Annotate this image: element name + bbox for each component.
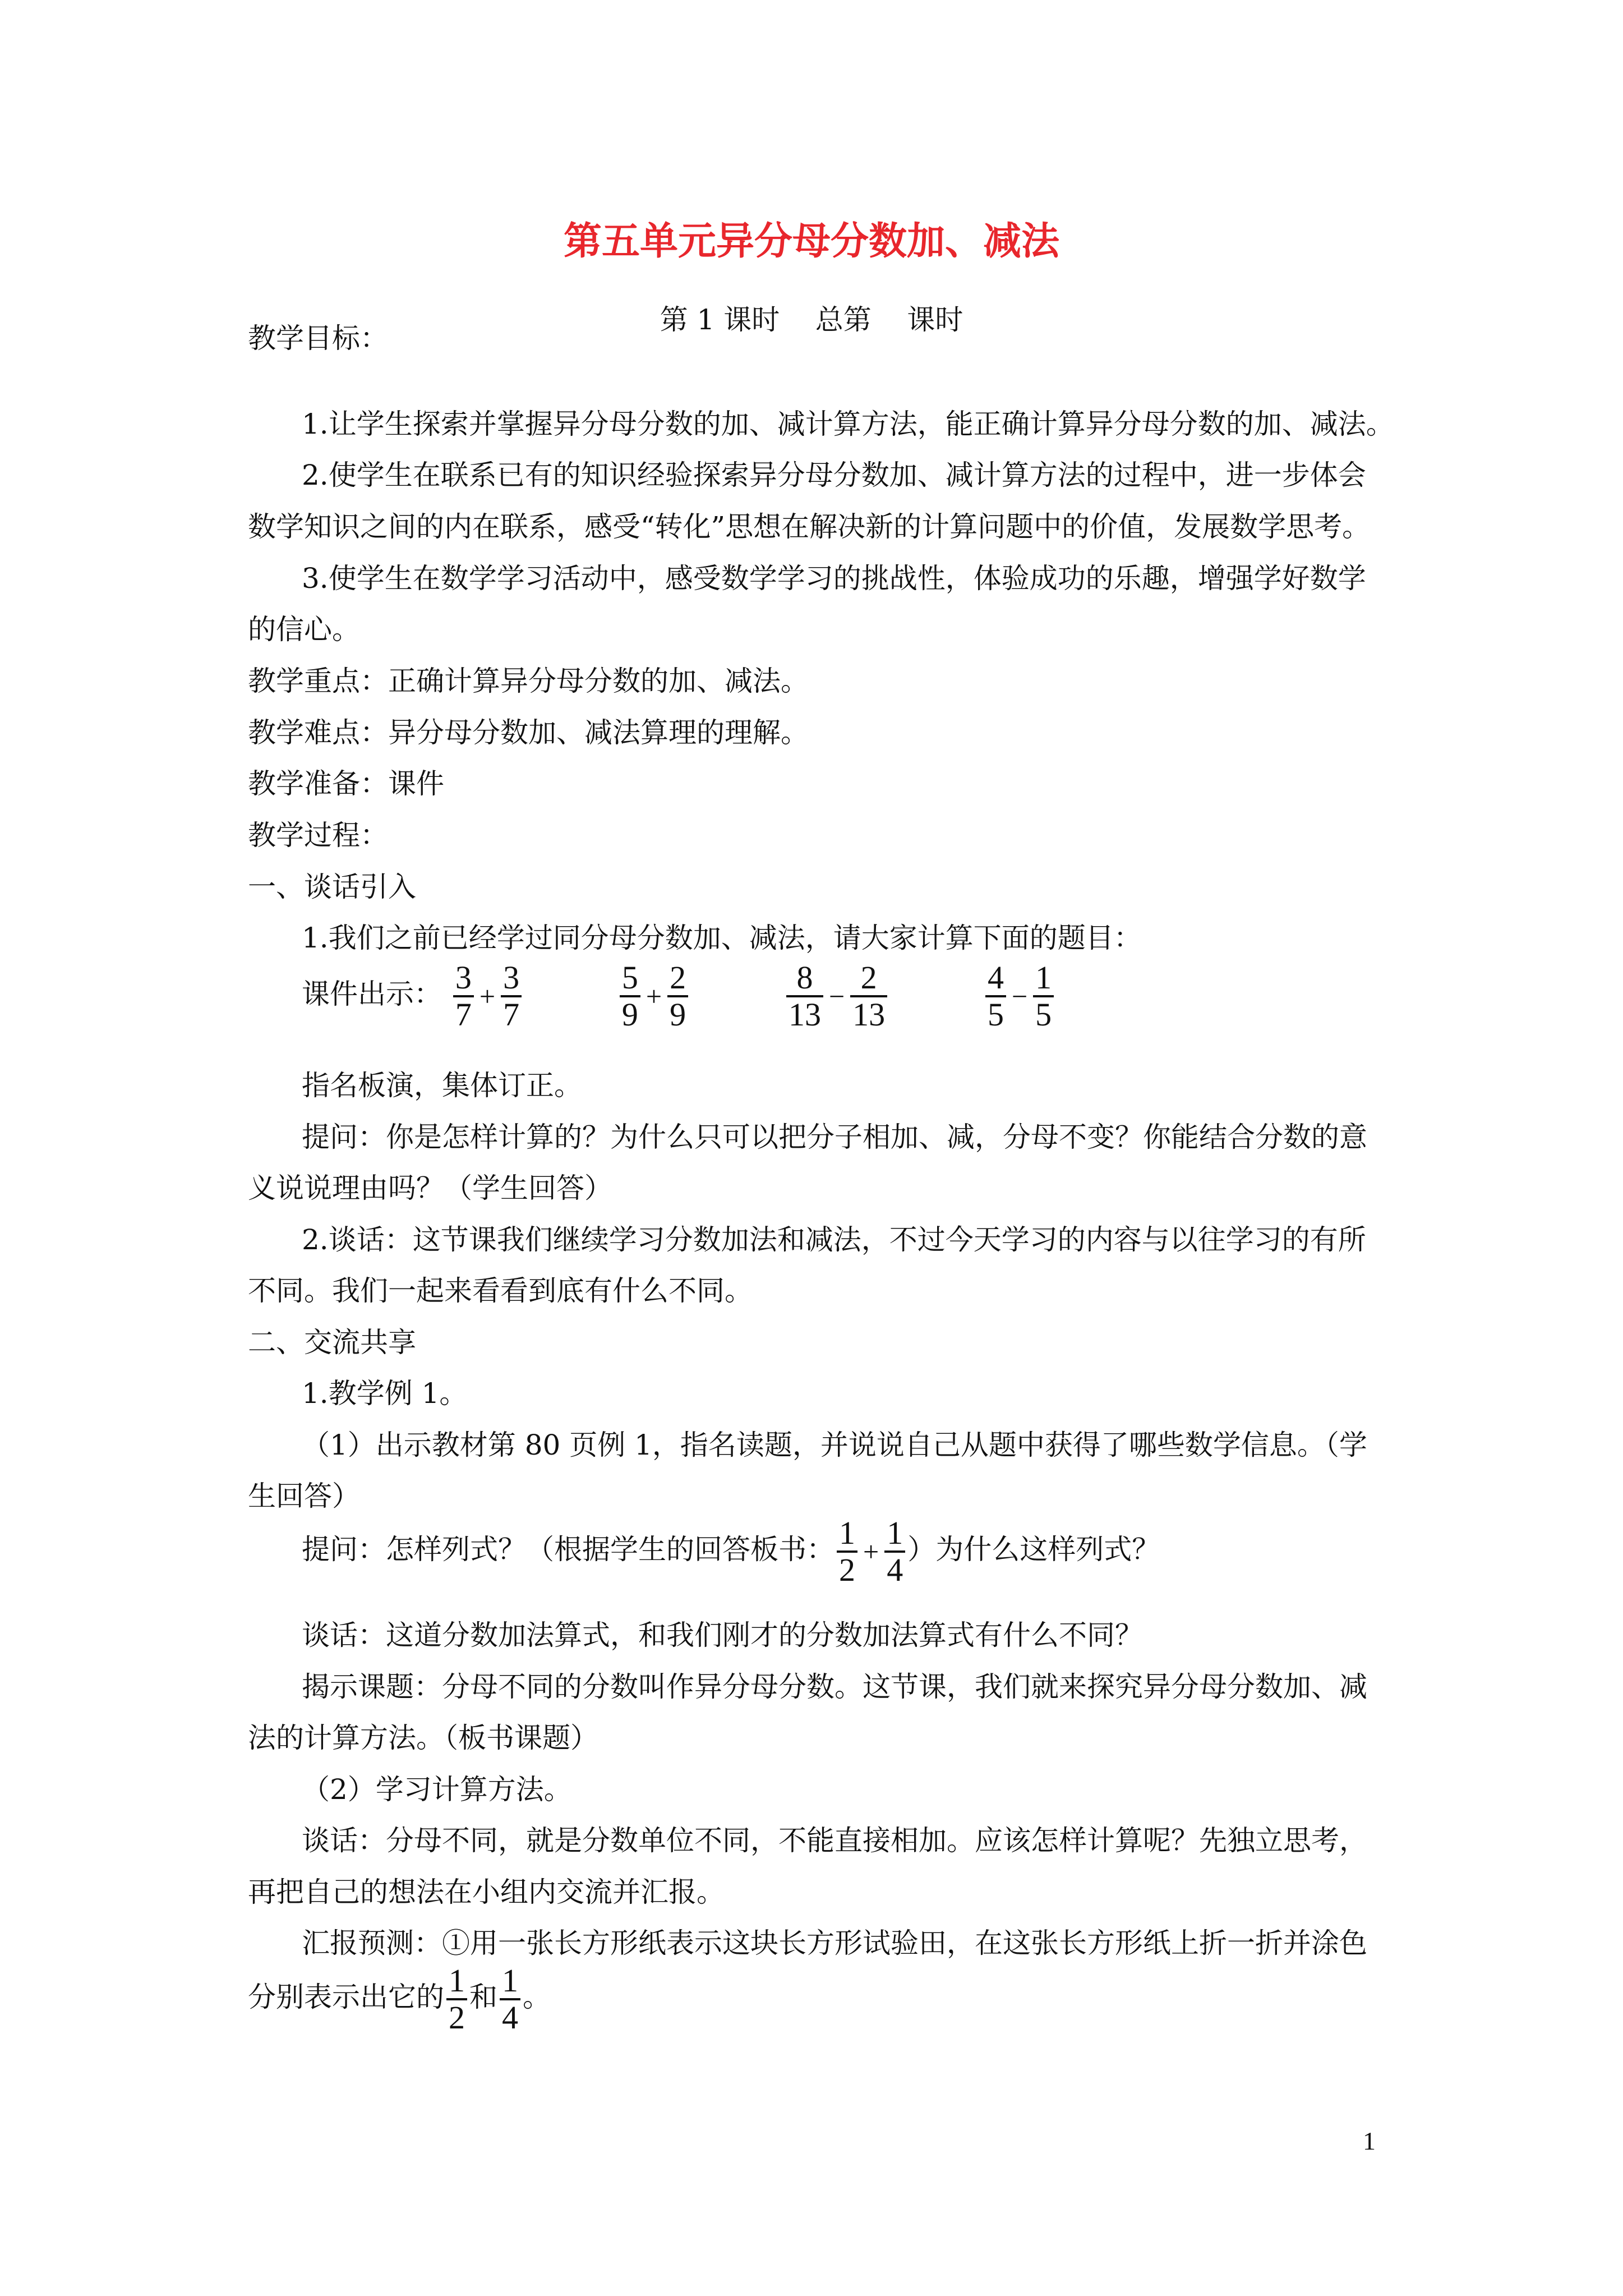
section-2-heading: 二、交流共享: [248, 1326, 416, 1359]
formula-operator: +: [863, 1536, 879, 1567]
objective-2-line-2: 数学知识之间的内在联系，感受“转化”思想在解决新的计算问题中的价值，发展数学思考。: [248, 510, 1371, 543]
section-1-heading: 一、谈话引入: [248, 871, 416, 903]
key-point: 教学重点：正确计算异分母分数的加、减法。: [248, 665, 809, 697]
prediction-line-1: 汇报预测：①用一张长方形纸表示这块长方形试验田，在这张长方形纸上折一折并涂色: [302, 1927, 1367, 1959]
objective-1: 1.让学生探索并掌握异分母分数的加、减计算方法，能正确计算异分母分数的加、减法。: [302, 408, 1394, 440]
formula-fraction-a: $\frac{1}{2}$: [837, 1516, 857, 1588]
exercise-1-operator: +: [479, 981, 496, 1012]
formula-fraction-b: $\frac{1}{4}$: [884, 1516, 905, 1588]
exercise-2-operator: +: [645, 981, 662, 1012]
courseware-label: 课件出示：: [302, 978, 442, 1010]
learn-method: （2）学习计算方法。: [302, 1773, 572, 1806]
exercise-2-fraction-a: $\frac{5}{9}$: [620, 960, 640, 1032]
courseware-exercises: [302, 960, 1056, 1032]
objective-2-line-1: 2.使学生在联系已有的知识经验探索异分母分数加、减计算方法的过程中，进一步体会: [302, 459, 1366, 491]
exercise-3-fraction-a: $\frac{8}{13}$: [786, 960, 823, 1032]
objective-3-line-1: 3.使学生在数学学习活动中，感受数学学习的挑战性，体验成功的乐趣，增强学好数学: [302, 562, 1366, 595]
fraction-one-quarter: $\frac{1}{4}$: [500, 1963, 520, 2035]
example-1-step-1-line-2: 生回答）: [248, 1480, 360, 1512]
lesson-subtitle: 第 1 课时 总第 课时: [660, 303, 963, 336]
difficulty: 教学难点：异分母分数加、减法算理的理解。: [248, 716, 809, 749]
exercise-3-operator: −: [828, 981, 845, 1012]
reveal-topic-line-2: 法的计算方法。（板书课题）: [248, 1722, 598, 1754]
fraction-one-half: $\frac{1}{2}$: [446, 1963, 467, 2035]
talk-2-line-2: 不同。我们一起来看看到底有什么不同。: [248, 1274, 753, 1307]
exercise-1-fraction-b: $\frac{3}{7}$: [501, 960, 522, 1032]
exercise-4-fraction-b: $\frac{1}{5}$: [1033, 960, 1054, 1032]
example-1-step-1-line-1: （1）出示教材第 80 页例 1，指名读题，并说说自己从题中获得了哪些数学信息。（学: [302, 1429, 1367, 1461]
process-heading: 教学过程：: [248, 819, 388, 852]
objectives-heading: 教学目标：: [248, 322, 388, 355]
exercise-4-operator: −: [1011, 981, 1028, 1012]
question-1-line-1: 提问：你是怎样计算的？为什么只可以把分子相加、减，分母不变？你能结合分数的意: [302, 1121, 1367, 1153]
reveal-topic-line-1: 揭示课题：分母不同的分数叫作异分母分数。这节课，我们就来探究异分母分数加、减: [302, 1671, 1367, 1703]
objective-3-line-2: 的信心。: [248, 613, 360, 646]
question-1-line-2: 义说说理由吗？（学生回答）: [248, 1172, 612, 1204]
exercise-3-fraction-b: $\frac{2}{13}$: [850, 960, 887, 1032]
preparation: 教学准备：课件: [248, 767, 444, 800]
exercise-2-fraction-b: $\frac{2}{9}$: [667, 960, 688, 1032]
talk-3: 谈话：这道分数加法算式，和我们刚才的分数加法算式有什么不同？: [302, 1619, 1143, 1651]
example-1: 1.教学例 1。: [302, 1377, 468, 1410]
lesson-title: 第五单元异分母分数加、减法: [563, 219, 1059, 264]
talk-2-line-1: 2.谈话：这节课我们继续学习分数加法和减法，不过今天学习的内容与以往学习的有所: [302, 1223, 1366, 1256]
exercise-1-fraction-a: $\frac{3}{7}$: [453, 960, 474, 1032]
prediction-line-2: 分别表示出它的 $\frac{1}{2}$ 和 $\frac{1}{4}$ 。: [248, 1962, 551, 2036]
talk-4-line-2: 再把自己的想法在小组内交流并汇报。: [248, 1876, 725, 1908]
exercise-4-fraction-a: $\frac{4}{5}$: [985, 960, 1006, 1032]
talk-4-line-1: 谈话：分母不同，就是分数单位不同，不能直接相加。应该怎样计算呢？先独立思考，: [302, 1824, 1367, 1857]
page-number: 1: [1363, 2127, 1376, 2155]
question-2: 提问：怎样列式？（根据学生的回答板书： $\frac{1}{2}$ + $\frac{1}{4}$ ）为什么这样列式？: [302, 1515, 1160, 1588]
section-1-item-1: 1.我们之前已经学过同分母分数加、减法，请大家计算下面的题目：: [302, 922, 1142, 954]
board-correction: 指名板演，集体订正。: [302, 1069, 582, 1102]
